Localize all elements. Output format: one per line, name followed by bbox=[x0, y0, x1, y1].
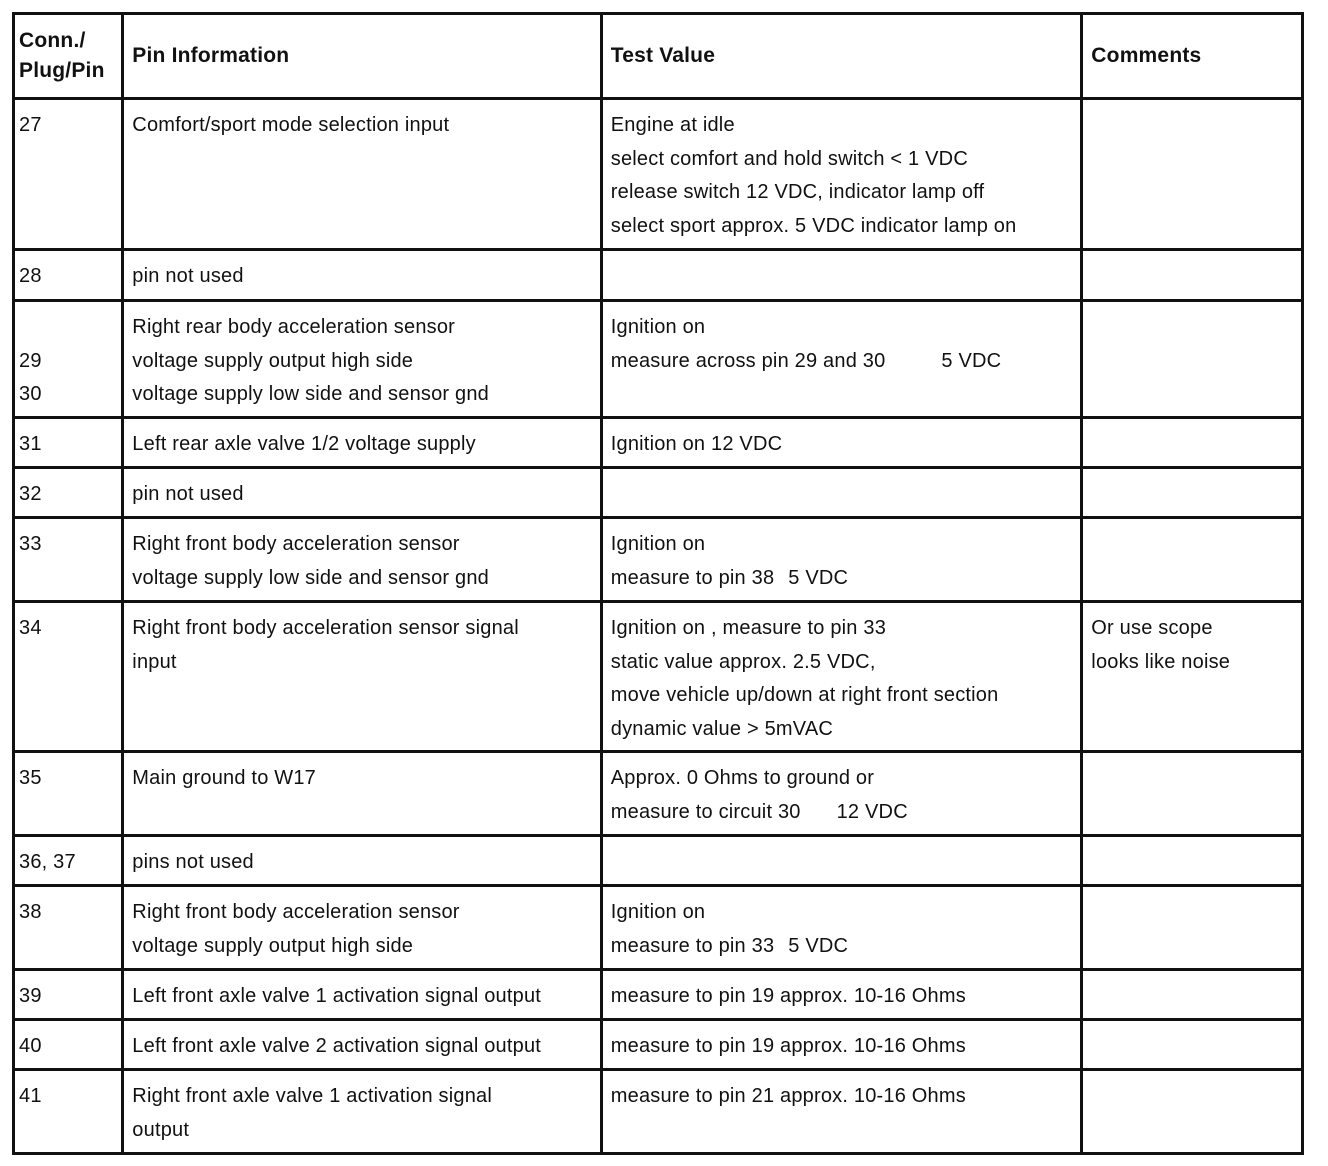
test-value-line: static value approx. 2.5 VDC, bbox=[610, 650, 876, 673]
test-value-reading: 12 VDC bbox=[836, 800, 908, 823]
test-value-line: dynamic value > 5mVAC bbox=[610, 717, 834, 740]
test-value-cell bbox=[601, 418, 1082, 468]
pin-cell bbox=[14, 418, 123, 468]
test-value-text: measure to pin 33 bbox=[610, 934, 775, 957]
table-row bbox=[14, 468, 1303, 518]
pin-cell bbox=[14, 886, 123, 970]
test-value-line: select sport approx. 5 VDC indicator lamp on bbox=[610, 214, 1017, 237]
pin-info-line: voltage supply output high side bbox=[132, 349, 414, 372]
pin-info-line: Right front body acceleration sensor bbox=[132, 901, 460, 923]
test-value-line bbox=[611, 345, 1073, 379]
pin-cell bbox=[14, 970, 123, 1020]
pin-info-line: pins not used bbox=[132, 851, 254, 873]
pin-info-cell bbox=[123, 602, 601, 752]
test-value-cell bbox=[601, 468, 1082, 518]
test-value-cell bbox=[601, 301, 1082, 418]
comments-cell bbox=[1082, 970, 1303, 1020]
pin-info-cell bbox=[123, 836, 601, 886]
table-row bbox=[14, 1020, 1303, 1070]
pin-info-line: Main ground to W17 bbox=[132, 767, 316, 789]
table-row bbox=[14, 970, 1303, 1020]
test-value-text: measure across pin 29 and 30 bbox=[610, 349, 886, 372]
test-value-cell bbox=[601, 1070, 1082, 1154]
pin-info-line: pin not used bbox=[132, 483, 244, 505]
table-row bbox=[14, 752, 1303, 836]
pin-number: 28 bbox=[19, 265, 42, 287]
test-value-cell bbox=[601, 250, 1082, 301]
pin-cell bbox=[14, 602, 123, 752]
pin-cell bbox=[14, 1070, 123, 1154]
pin-number: 30 bbox=[19, 383, 42, 405]
pin-cell bbox=[14, 752, 123, 836]
pin-cell bbox=[14, 99, 123, 250]
pin-info-line: pin not used bbox=[132, 265, 244, 287]
pin-info-line: voltage supply low side and sensor gnd bbox=[132, 566, 490, 589]
pin-number: 36, 37 bbox=[19, 851, 76, 873]
comments-cell bbox=[1082, 752, 1303, 836]
pin-test-table-container bbox=[12, 12, 1304, 1155]
pin-info-cell bbox=[123, 886, 601, 970]
header-pin-line: Plug/Pin bbox=[19, 59, 105, 82]
header-row bbox=[14, 14, 1303, 99]
pin-number: 34 bbox=[19, 617, 42, 639]
comments-cell bbox=[1082, 602, 1303, 752]
pin-info-cell bbox=[123, 418, 601, 468]
test-value-line: measure to pin 19 approx. 10-16 Ohms bbox=[610, 985, 966, 1007]
pin-info-cell bbox=[123, 99, 601, 250]
test-value-line: Approx. 0 Ohms to ground or bbox=[610, 767, 875, 789]
pin-info-line: voltage supply low side and sensor gnd bbox=[132, 383, 490, 405]
pin-info-cell bbox=[123, 518, 601, 602]
test-value-cell bbox=[601, 602, 1082, 752]
test-value-cell bbox=[601, 99, 1082, 250]
pin-cell bbox=[14, 1020, 123, 1070]
test-value-line: measure to pin 19 approx. 10-16 Ohms bbox=[610, 1035, 966, 1057]
pin-info-line: Left rear axle valve 1/2 voltage supply bbox=[132, 433, 476, 455]
pin-number: 31 bbox=[19, 433, 42, 455]
pin-info-line: Right front axle valve 1 activation signal bbox=[132, 1085, 492, 1107]
table-row bbox=[14, 250, 1303, 301]
test-value-text: measure to circuit 30 bbox=[610, 800, 801, 823]
test-value-line: release switch 12 VDC, indicator lamp off bbox=[610, 181, 985, 203]
pin-info-line: Left front axle valve 2 activation signal output bbox=[132, 1035, 542, 1057]
pin-number: 29 bbox=[19, 349, 42, 372]
comments-cell bbox=[1082, 1020, 1303, 1070]
test-value-line: Engine at idle bbox=[610, 114, 735, 136]
table-row bbox=[14, 518, 1303, 602]
pin-cell bbox=[14, 301, 123, 418]
pin-number: 27 bbox=[19, 114, 42, 136]
pin-number: 32 bbox=[19, 483, 42, 505]
pin-test-table bbox=[12, 12, 1304, 1155]
pin-info-cell bbox=[123, 468, 601, 518]
test-value-reading: 5 VDC bbox=[941, 349, 1002, 372]
test-value-cell bbox=[601, 836, 1082, 886]
pin-info-line: Left front axle valve 1 activation signal output bbox=[132, 985, 542, 1007]
test-value-line: select comfort and hold switch < 1 VDC bbox=[610, 147, 968, 170]
comments-cell bbox=[1082, 418, 1303, 468]
pin-info-line: Right front body acceleration sensor signal bbox=[132, 617, 519, 639]
pin-cell bbox=[14, 468, 123, 518]
pin-number-spacer bbox=[19, 311, 113, 345]
pin-info-cell bbox=[123, 752, 601, 836]
pin-number: 38 bbox=[19, 901, 42, 923]
comments-cell bbox=[1082, 301, 1303, 418]
test-value-line: Ignition on bbox=[610, 316, 706, 338]
header-pin-information: Pin Information bbox=[123, 14, 601, 99]
pin-number: 40 bbox=[19, 1035, 42, 1057]
comments-cell bbox=[1082, 886, 1303, 970]
test-value-cell bbox=[601, 1020, 1082, 1070]
comments-cell bbox=[1082, 518, 1303, 602]
pin-info-line: voltage supply output high side bbox=[132, 934, 414, 957]
table-row bbox=[14, 1070, 1303, 1154]
test-value-line: Ignition on , measure to pin 33 bbox=[610, 617, 887, 639]
test-value-cell bbox=[601, 970, 1082, 1020]
test-value-line: Ignition on 12 VDC bbox=[610, 433, 783, 455]
pin-cell bbox=[14, 518, 123, 602]
pin-info-line: input bbox=[132, 650, 177, 673]
pin-info-cell bbox=[123, 970, 601, 1020]
table-row bbox=[14, 301, 1303, 418]
comments-cell bbox=[1082, 99, 1303, 250]
pin-number: 35 bbox=[19, 767, 42, 789]
table-row bbox=[14, 418, 1303, 468]
pin-info-line: Right front body acceleration sensor bbox=[132, 533, 460, 555]
table-row bbox=[14, 99, 1303, 250]
pin-number: 39 bbox=[19, 985, 42, 1007]
test-value-line bbox=[611, 930, 1073, 964]
test-value-text: measure to pin 38 bbox=[610, 566, 775, 589]
header-test-value: Test Value bbox=[601, 14, 1082, 99]
pin-info-line: output bbox=[132, 1118, 190, 1141]
test-value-line bbox=[611, 562, 1073, 596]
pin-info-cell bbox=[123, 1020, 601, 1070]
test-value-reading: 5 VDC bbox=[788, 934, 849, 957]
header-pin bbox=[14, 14, 123, 99]
comment-line: Or use scope bbox=[1091, 617, 1213, 639]
pin-number: 41 bbox=[19, 1085, 42, 1107]
table-row bbox=[14, 836, 1303, 886]
comments-cell bbox=[1082, 468, 1303, 518]
test-value-reading: 5 VDC bbox=[788, 566, 849, 589]
pin-cell bbox=[14, 250, 123, 301]
test-value-line: move vehicle up/down at right front section bbox=[610, 684, 999, 706]
table-row bbox=[14, 886, 1303, 970]
header-comments: Comments bbox=[1082, 14, 1303, 99]
test-value-cell bbox=[601, 752, 1082, 836]
pin-number: 33 bbox=[19, 533, 42, 555]
test-value-line: measure to pin 21 approx. 10-16 Ohms bbox=[610, 1085, 966, 1107]
pin-info-line: Comfort/sport mode selection input bbox=[132, 114, 450, 136]
test-value-cell bbox=[601, 886, 1082, 970]
pin-info-cell bbox=[123, 301, 601, 418]
comments-cell bbox=[1082, 1070, 1303, 1154]
test-value-cell bbox=[601, 518, 1082, 602]
pin-info-line: Right rear body acceleration sensor bbox=[132, 316, 456, 338]
test-value-line: Ignition on bbox=[610, 533, 706, 555]
comments-cell bbox=[1082, 836, 1303, 886]
comments-cell bbox=[1082, 250, 1303, 301]
test-value-line: Ignition on bbox=[610, 901, 706, 923]
comment-line: looks like noise bbox=[1091, 650, 1231, 673]
table-row bbox=[14, 602, 1303, 752]
pin-info-cell bbox=[123, 250, 601, 301]
pin-cell bbox=[14, 836, 123, 886]
pin-info-cell bbox=[123, 1070, 601, 1154]
header-pin-line: Conn./ bbox=[19, 29, 86, 52]
test-value-line bbox=[611, 796, 1073, 830]
